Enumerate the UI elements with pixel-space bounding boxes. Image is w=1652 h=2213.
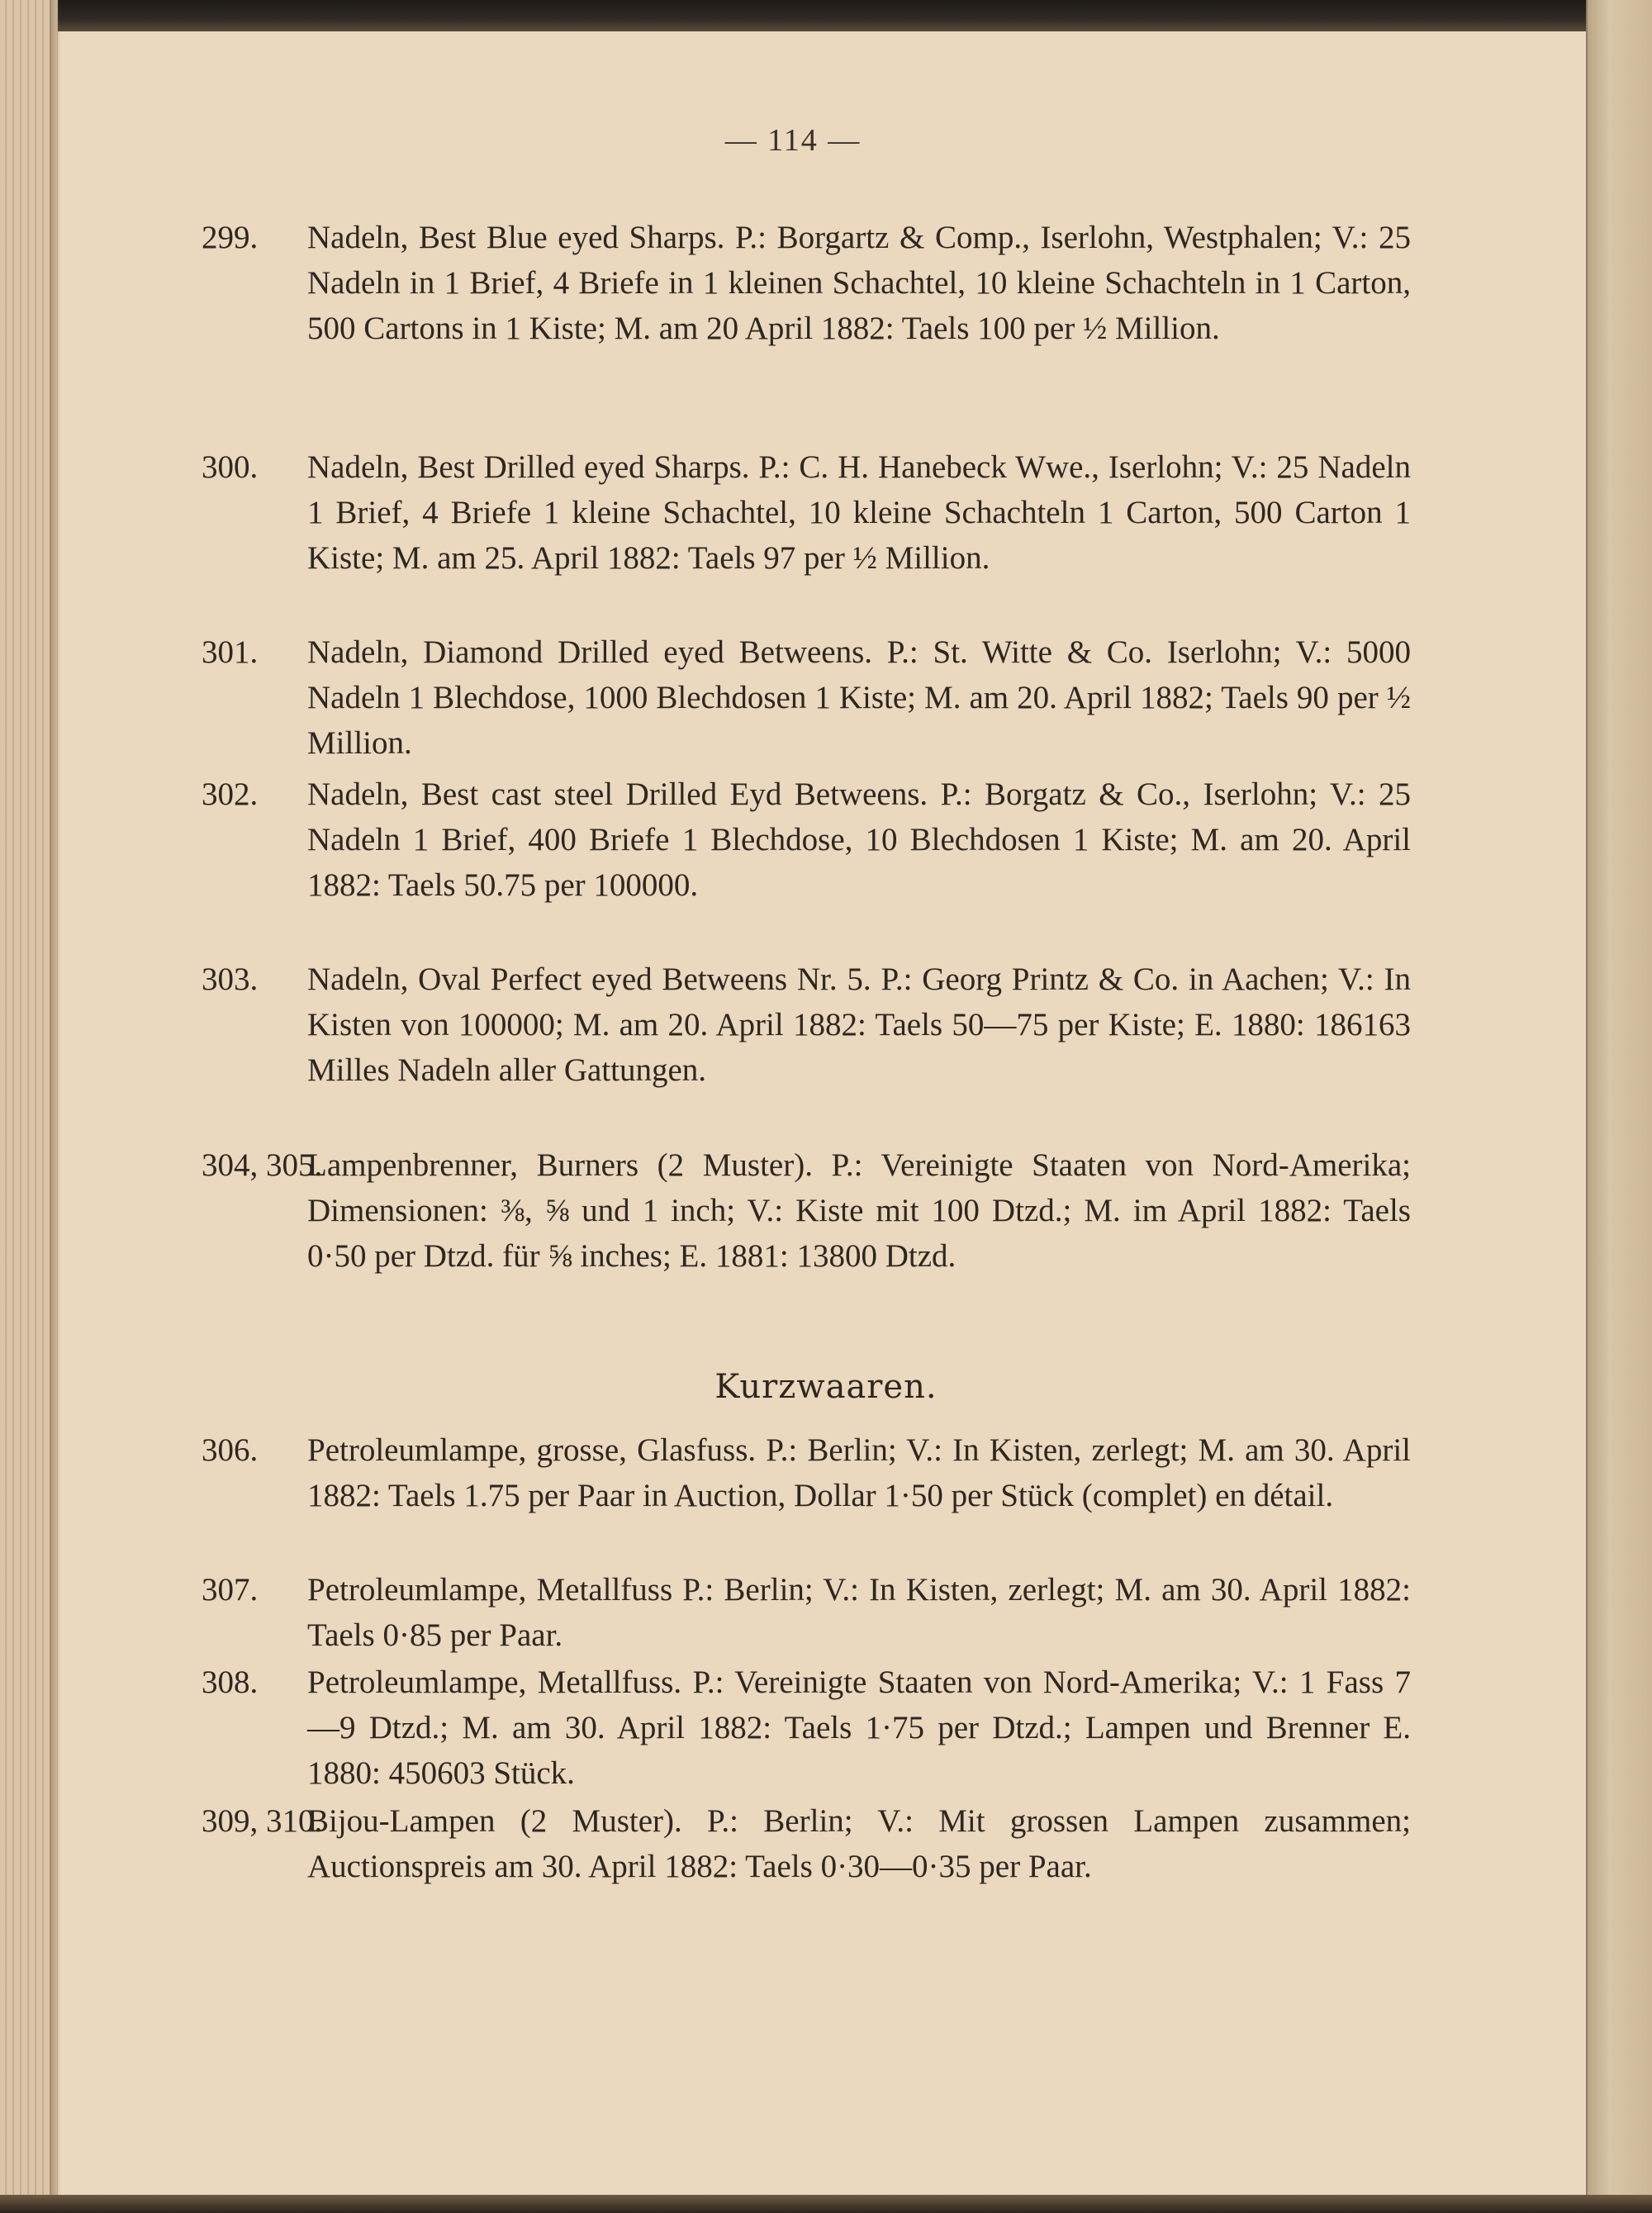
gutter-shadow	[50, 0, 61, 2213]
entry-text: Bijou-Lampen (2 Muster). P.: Berlin; V.: Mit grossen Lampen zusammen; Auctionspreis am 30. April 1882: Taels 0·30—0·35 per Paar.	[307, 1803, 1411, 1884]
entry-text: Petroleumlampe, Metallfuss. P.: Vereinigte Staaten von Nord-Amerika; V.: 1 Fass 7—9 Dtzd.; M. am 30. April 1882: Taels 1·75 per Dtzd.; Lampen und Brenner E. 1880: 450603 Stück.	[307, 1664, 1411, 1791]
entry-text: Nadeln, Best Drilled eyed Sharps. P.: C. H. Hanebeck Wwe., Iserlohn; V.: 25 Nadeln 1 Brief, 4 Briefe 1 kleine Schachtel, 10 kleine Schachteln 1 Carton, 500 Carton 1 Kiste; M. am 25. April 1882: Taels 97 per ½ Million.	[307, 449, 1411, 576]
entry-number: 304, 305.	[202, 1147, 323, 1183]
entry-303	[202, 957, 1411, 1093]
entry-text: Nadeln, Diamond Drilled eyed Betweens. P.: St. Witte & Co. Iserlohn; V.: 5000 Nadeln 1 Blechdose, 1000 Blechdosen 1 Kiste; M. am 20. April 1882; Taels 90 per ½ Million.	[307, 634, 1411, 761]
entry-301	[202, 629, 1411, 766]
entry-302	[202, 772, 1411, 908]
entry-text: Nadeln, Best cast steel Drilled Eyd Betweens. P.: Borgatz & Co., Iserlohn; V.: 25 Nadeln 1 Brief, 400 Briefe 1 Blechdose, 10 Blechdosen 1 Kiste; M. am 20. April 1882: Taels 50.75 per 100000.	[307, 776, 1411, 903]
entry-number: 302.	[202, 776, 259, 812]
entry-text: Nadeln, Best Blue eyed Sharps. P.: Borgartz & Comp., Iserlohn, Westphalen; V.: 25 Nadeln in 1 Brief, 4 Briefe in 1 kleinen Schachtel, 10 kleine Schachteln in 1 Carton, 500 Cartons in 1 Kiste; M. am 20 April 1882: Taels 100 per ½ Million.	[307, 220, 1411, 346]
entry-number: 308.	[202, 1664, 259, 1700]
binding-top-edge	[0, 0, 1652, 31]
entry-309-310	[202, 1798, 1411, 1889]
entry-number: 306.	[202, 1432, 259, 1468]
entry-number: 303.	[202, 962, 259, 997]
entry-number: 300.	[202, 449, 259, 485]
entry-306	[202, 1427, 1411, 1518]
section-heading: Kurzwaaren.	[714, 1368, 938, 1406]
entry-text: Petroleumlampe, Metallfuss P.: Berlin; V.: In Kisten, zerlegt; M. am 30. April 1882: Taels 0·85 per Paar.	[307, 1572, 1411, 1653]
entry-text: Petroleumlampe, grosse, Glasfuss. P.: Berlin; V.: In Kisten, zerlegt; M. am 30. April 1882: Taels 1.75 per Paar in Auction, Dollar 1·50 per Stück (complet) en détail.	[307, 1432, 1411, 1513]
entry-number: 307.	[202, 1572, 259, 1608]
entry-number: 301.	[202, 634, 259, 670]
entry-308	[202, 1660, 1411, 1796]
entry-300	[202, 444, 1411, 581]
entry-number: 299.	[202, 220, 259, 255]
entry-text: Nadeln, Oval Perfect eyed Betweens Nr. 5. P.: Georg Printz & Co. in Aachen; V.: In Kisten von 100000; M. am 20. April 1882: Taels 50—75 per Kiste; E. 1880: 186163 Milles Nadeln aller Gattungen.	[307, 962, 1411, 1088]
entry-text: Lampenbrenner, Burners (2 Muster). P.: Vereinigte Staaten von Nord-Amerika; Dimensionen: ⅜, ⅝ und 1 inch; V.: Kiste mit 100 Dtzd.; M. im April 1882: Taels 0·50 per Dtzd. für ⅝ inches; E. 1881: 13800 Dtzd.	[307, 1147, 1411, 1274]
entry-number: 309, 310.	[202, 1803, 323, 1839]
page-number: — 114 —	[724, 123, 862, 158]
bottom-edge	[0, 2195, 1652, 2213]
entry-304-305	[202, 1142, 1411, 1279]
entry-299	[202, 215, 1411, 351]
cover-right-edge	[1586, 0, 1652, 2213]
entry-307	[202, 1567, 1411, 1658]
